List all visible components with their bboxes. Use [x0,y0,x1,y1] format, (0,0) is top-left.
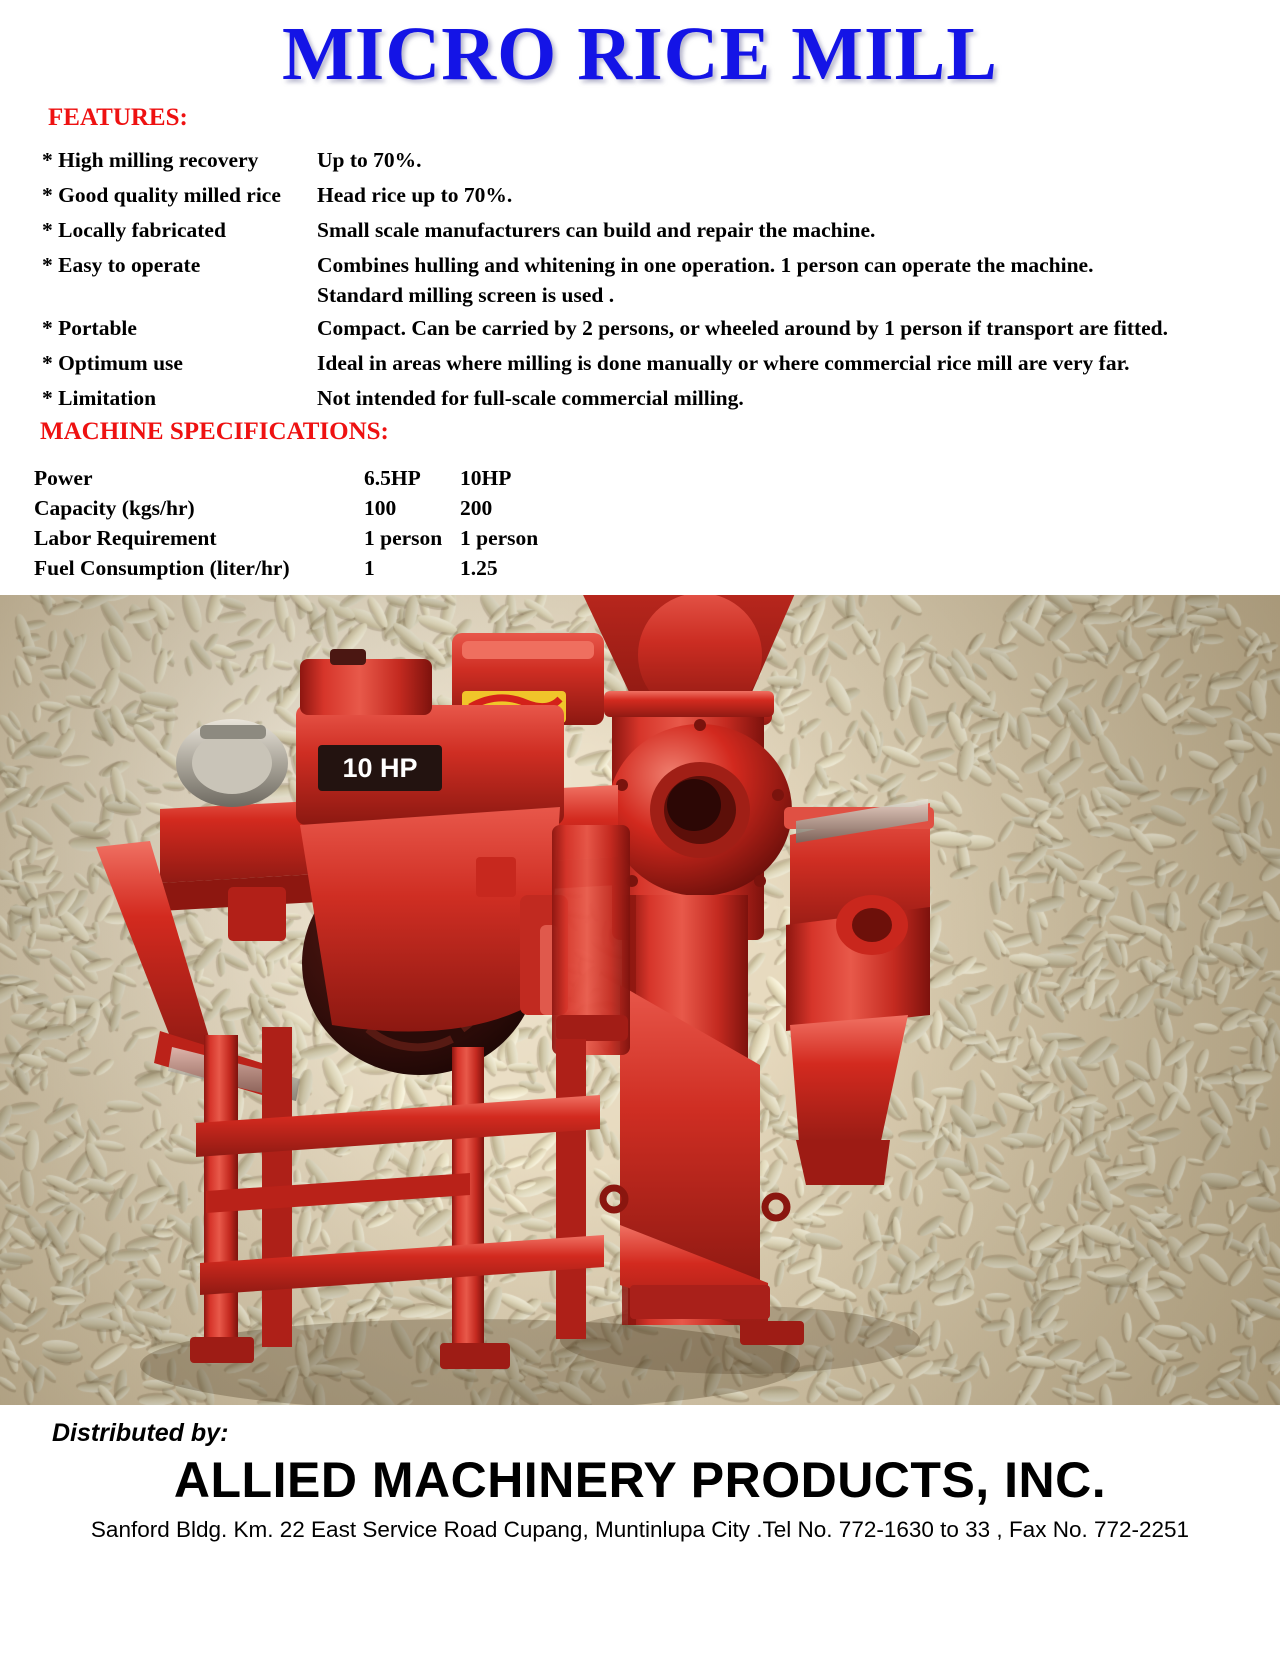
features-list [42,146,1242,419]
engine-hp-badge: 10 HP [342,753,418,783]
feature-row [42,349,1242,378]
company-name: ALLIED MACHINERY PRODUCTS, INC. [173,1452,1107,1508]
feature-label: * High milling recovery [42,148,259,172]
features-heading: FEATURES: [48,104,188,131]
spec-value-10hp: 1 person [460,526,539,550]
feature-value: Up to 70%. [317,148,422,172]
table-row [34,496,580,526]
distributed-by-label: Distributed by: [52,1419,229,1447]
specifications-table [34,466,580,586]
feature-row [42,181,1242,210]
spec-name: Labor Requirement [34,526,217,550]
spec-value-6_5hp: 1 [364,556,375,580]
spec-value-6_5hp: 100 [364,496,397,520]
specifications-heading: MACHINE SPECIFICATIONS: [40,418,389,445]
feature-row [42,146,1242,175]
feature-value: Combines hulling and whitening in one operation. 1 person can operate the machine. [317,253,1094,278]
rice-mill-machine-illustration [0,595,1280,1405]
feature-value: Head rice up to 70%. [317,183,513,208]
spec-value-10hp: 200 [460,496,493,520]
table-row [34,466,580,496]
feature-label: * Optimum use [42,351,183,376]
table-row [34,526,580,556]
page-title: MICRO RICE MILL [282,12,998,96]
feature-row [42,384,1242,413]
feature-value: Small scale manufacturers can build and repair the machine. [317,218,876,243]
spec-name: Power [34,466,93,490]
spec-value-6_5hp: 1 person [364,526,443,550]
spec-name: Capacity (kgs/hr) [34,496,195,520]
feature-value-continuation: Standard milling screen is used . [317,283,615,308]
spec-value-6_5hp: 6.5HP [364,466,421,490]
feature-row [42,251,1242,280]
feature-value: Ideal in areas where milling is done manually or where commercial rice mill are very far. [317,351,1130,376]
feature-row [42,314,1242,343]
feature-label: * Locally fabricated [42,218,226,243]
product-photo [0,595,1280,1405]
feature-label: * Easy to operate [42,253,201,278]
feature-value: Compact. Can be carried by 2 persons, or wheeled around by 1 person if transport are fitted. [317,316,1169,341]
feature-label: * Good quality milled rice [42,183,281,208]
feature-label: * Limitation [42,386,157,411]
spec-value-10hp: 1.25 [460,556,498,580]
feature-row [42,216,1242,245]
feature-value: Not intended for full-scale commercial milling. [317,386,744,411]
footer [0,1405,1280,1657]
company-address: Sanford Bldg. Km. 22 East Service Road Cupang, Muntinlupa City .Tel No. 772-1630 to 33 , Fax No. 772-2251 [90,1517,1190,1542]
table-row [34,556,580,586]
spec-name: Fuel Consumption (liter/hr) [34,556,290,580]
spec-value-10hp: 10HP [460,466,512,490]
feature-label: * Portable [42,316,137,341]
